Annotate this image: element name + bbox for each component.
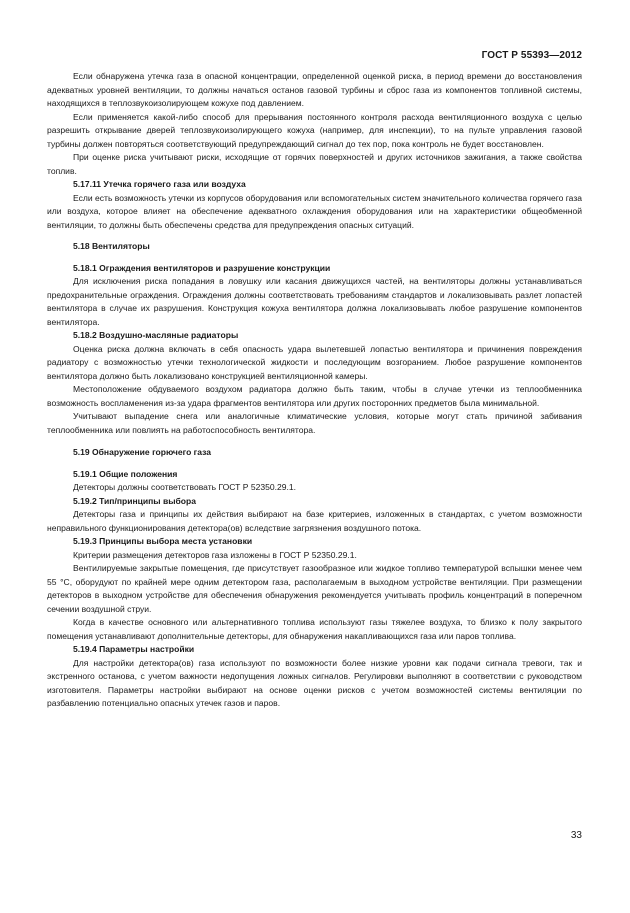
paragraph: Вентилируемые закрытые помещения, где присутствует газообразное или жидкое топливо температурой вспышки менее чем 55 °С, оборудуют по крайней мере одним детектором газа, располагаемым в выходном устройстве вентиляции. При размещении детекторов в выходном устройстве для обеспечения обнаружения рекомендуется учитывать профиль концентраций в поперечном сечении воздушной струи. (47, 563, 582, 614)
paragraph: Местоположение обдуваемого воздухом радиатора должно быть таким, чтобы в случае утечки из теплообменника возможность воспламенения из-за удара фрагментов вентилятора или других посторонних предметов была минимальной. (47, 384, 582, 408)
paragraph: Если применяется какой-либо способ для прерывания постоянного контроля расхода вентиляционного воздуха с целью разрешить открывание дверей теплозвукоизолирующего кожуха (например, для инспекции), то на пульте управления газовой турбины должен повторяться соответствующий предупреждающий сигнал до тех пор, пока контроль не будет восстановлен. (47, 111, 582, 149)
document-body (47, 70, 582, 711)
paragraph: Оценка риска должна включать в себя опасность удара вылетевшей лопастью вентилятора и причинения повреждения радиатору с возможностью утечки технологической жидкости и последующим возгоранием. Любое разрушение компонентов вентилятора должно быть локализовано конструкцией вентиляционной камеры. (47, 343, 582, 381)
page-number: 33 (570, 830, 582, 841)
section-heading: 5.19.1 Общие положения (73, 468, 178, 479)
paragraph: Детекторы газа и принципы их действия выбирают на базе критериев, изложенных в стандартах, с учетом возможности неправильного функционирования детектора(ов) вследствие загрязнения воздушного потока. (47, 509, 582, 533)
paragraph: Для исключения риска попадания в ловушку или касания движущихся частей, на вентиляторы должны устанавливаться предохранительные ограждения. Ограждения должны соответствовать требованиям стандартов и локализовывать разлет лопастей вентилятора в случае их разрушения. Конструкция кожуха вентилятора должна локализовывать любое разрушение компонентов вентилятора. (47, 276, 582, 327)
section-heading: 5.18.2 Воздушно-масляные радиаторы (73, 330, 239, 340)
paragraph: Когда в качестве основного или альтернативного топлива используют газы тяжелее воздуха, то близко к полу закрытого помещения устанавливают дополнительные детекторы, для обнаружения накапливающихся газа или паров топлива. (47, 617, 582, 641)
paragraph: Критерии размещения детекторов газа изложены в ГОСТ Р 52350.29.1. (73, 549, 357, 560)
section-heading: 5.17.11 Утечка горячего газа или воздуха (73, 179, 246, 189)
section-heading: 5.19.2 Тип/принципы выбора (73, 495, 196, 506)
paragraph: Детекторы должны соответствовать ГОСТ Р 52350.29.1. (73, 482, 296, 492)
section-heading: 5.18 Вентиляторы (73, 241, 150, 251)
paragraph: Если есть возможность утечки из корпусов оборудования или вспомогательных систем значительного количества горячего газа или воздуха, которое влияет на обеспечение адекватного охлаждения оборудования или на характеристики общеобменной вентиляции, то должны быть обеспечены средства для предупреждения опасных ситуаций. (47, 192, 583, 230)
paragraph: Для настройки детектора(ов) газа используют по возможности более низкие уровни как подачи сигнала тревоги, так и экстренного останова, с учетом важности недопущения ложных сигналов. Регулировки выполняют в соответствии с руководством изготовителя. Параметры настройки выбирают на основе оценки рисков с учетом возможностей системы вентиляции по разбавлению потенциально опасных утечек газов и паров. (47, 657, 582, 708)
paragraph: При оценке риска учитывают риски, исходящие от горячих поверхностей и других источников зажигания, а также свойства топлив. (47, 152, 582, 176)
section-heading: 5.18.1 Ограждения вентиляторов и разрушение конструкции (73, 262, 331, 273)
paragraph: Если обнаружена утечка газа в опасной концентрации, определенной оценкой риска, в период времени до восстановления адекватных уровней вентиляции, то должны начаться останов газовой турбины и сброс газа из компонентов топливной системы, находящихся в теплозвукоизолирующем кожухе под давлением. (47, 71, 582, 108)
section-heading: 5.19 Обнаружение горючего газа (73, 447, 211, 457)
section-heading: 5.19.3 Принципы выбора места установки (73, 536, 253, 546)
section-heading: 5.19.4 Параметры настройки (73, 644, 195, 654)
paragraph: Учитывают выпадение снега или аналогичные климатические условия, которые могут стать причиной забивания теплообменника или повлиять на работоспособность вентилятора. (47, 411, 582, 435)
standard-header: ГОСТ Р 55393—2012 (481, 50, 582, 61)
